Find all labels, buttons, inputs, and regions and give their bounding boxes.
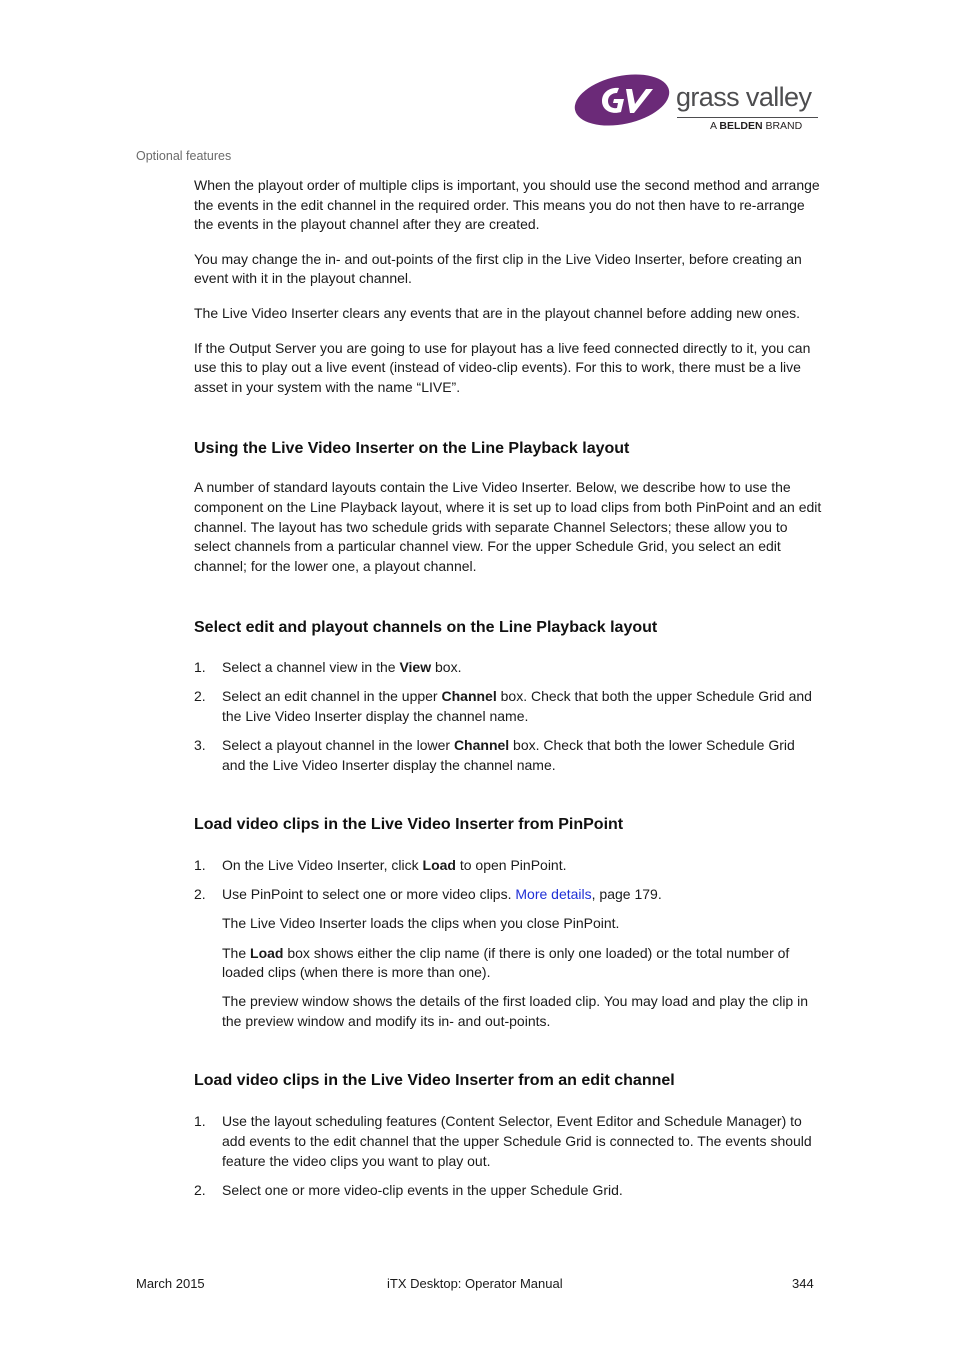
list-item: 3. Select a playout channel in the lower Channel box. Check that both the lower Schedule Grid and the Live Video Inserter display the channel name.: [194, 737, 795, 773]
footer-title: iTX Desktop: Operator Manual: [387, 1276, 563, 1291]
steps-list: [194, 856, 822, 905]
list-item: 2. Select an edit channel in the upper Channel box. Check that both the upper Schedule Grid and the Live Video Inserter display the channel name.: [194, 688, 812, 724]
list-item: 2. Select one or more video-clip events in the upper Schedule Grid.: [194, 1181, 623, 1198]
logo-tagline: A BELDEN BRAND: [710, 120, 803, 132]
steps-list: [194, 1112, 822, 1200]
list-item: 2. Use PinPoint to select one or more video clips. More details, page 179.: [194, 886, 662, 903]
steps-list: [194, 658, 822, 775]
footer-page-number: 344: [792, 1276, 814, 1291]
logo-wordmark: grass valley: [676, 82, 812, 112]
footer-date: March 2015: [136, 1276, 205, 1291]
section-heading: Load video clips in the Live Video Inserter from PinPoint: [194, 816, 624, 834]
paragraph: The Live Video Inserter clears any events that are in the playout channel before adding new ones.: [194, 304, 801, 321]
section-heading: Using the Live Video Inserter on the Line Playback layout: [194, 440, 630, 458]
running-header: Optional features: [136, 149, 232, 163]
paragraph: You may change the in- and out-points of the first clip in the Live Video Inserter, before creating an event with it in the playout channel.: [194, 250, 802, 287]
step-note: The Live Video Inserter loads the clips when you close PinPoint.: [222, 915, 620, 932]
section-heading: Select edit and playout channels on the Line Playback layout: [194, 619, 658, 637]
grass-valley-logo: [572, 70, 822, 136]
list-item: 1. Use the layout scheduling features (Content Selector, Event Editor and Schedule Manager) to add events to the edit channel that the upper Schedule Grid is connected to. The events should feature the video clips you want to play out.: [194, 1113, 812, 1169]
section-heading: Load video clips in the Live Video Inserter from an edit channel: [194, 1072, 675, 1090]
paragraph: If the Output Server you are going to use for playout has a live feed connected directly to it, you can use this to play out a live event (instead of video-clip events). For this to work, there must be a live asset in your system with the name “LIVE”.: [194, 339, 811, 395]
step-note: The Load box shows either the clip name (if there is only one loaded) or the total number of loaded clips (when there is more than one).: [222, 944, 790, 981]
logo-mark-icon: [572, 72, 676, 130]
more-details-link[interactable]: More details: [515, 886, 592, 903]
list-item: 1. On the Live Video Inserter, click Load to open PinPoint.: [194, 857, 567, 874]
step-note: The preview window shows the details of the first loaded clip. You may load and play the clip in the preview window and modify its in- and out-points.: [222, 993, 809, 1029]
page-content: [194, 176, 822, 1210]
paragraph: A number of standard layouts contain the Live Video Inserter. Below, we describe how to use the component on the Line Playback layout, where it is set up to load clips from both PinPoint and an edit channel. The layout has two schedule grids with separate Channel Selectors; these allow you to select channels from a particular channel view. For the upper Schedule Grid, you select an edit channel; for the lower one, a playout channel.: [194, 479, 822, 574]
logo-divider: [677, 117, 818, 118]
paragraph: When the playout order of multiple clips is important, you should use the second method and arrange the events in the edit channel in the required order. This means you do not then have to re-arrange the events in the playout channel after they are created.: [194, 177, 820, 233]
list-item: 1. Select a channel view in the View box.: [194, 659, 462, 676]
